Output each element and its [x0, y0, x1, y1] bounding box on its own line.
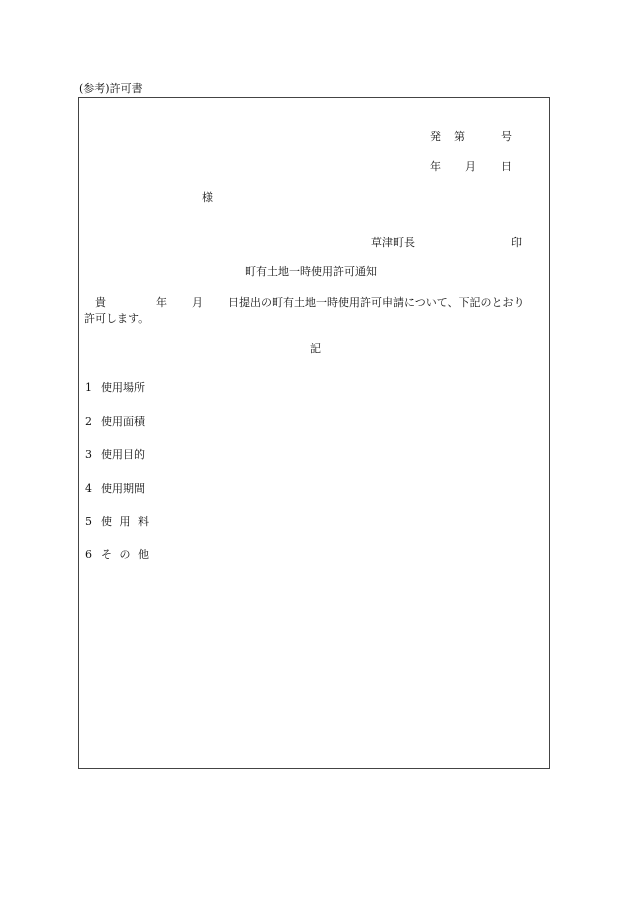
- item-number: 1: [85, 381, 92, 394]
- issuer-name: 草津町長: [371, 236, 415, 249]
- list-item: [85, 416, 145, 427]
- item-label: 使用期間: [101, 482, 145, 495]
- item-number: 5: [85, 515, 92, 528]
- date-year: 年: [430, 160, 441, 173]
- item-label: 使用目的: [101, 448, 145, 461]
- body-c2: 年: [156, 296, 167, 309]
- item-label: そ の 他: [101, 548, 151, 561]
- issue-prefix: 発: [430, 130, 441, 143]
- recipient-honorific: 様: [202, 191, 213, 204]
- list-item: [85, 382, 145, 393]
- issuer-seal: 印: [511, 236, 522, 249]
- body-c3: 月: [192, 296, 203, 309]
- list-item: [85, 449, 145, 460]
- list-item: [85, 516, 151, 527]
- item-number: 3: [85, 448, 92, 461]
- issue-dai: 第: [454, 130, 465, 143]
- item-label: 使 用 料: [101, 515, 151, 528]
- date-day: 日: [501, 160, 512, 173]
- list-item: [85, 549, 151, 560]
- item-number: 6: [85, 548, 92, 561]
- body-line2: 許可します。: [84, 312, 150, 325]
- item-label: 使用面積: [101, 415, 145, 428]
- body-c4: 日提出の町有土地一時使用許可申請について、下記のとおり: [228, 296, 525, 309]
- item-number: 4: [85, 482, 92, 495]
- item-number: 2: [85, 415, 92, 428]
- body-c1: 貴: [95, 296, 106, 309]
- date-month: 月: [465, 160, 476, 173]
- permit-frame: [78, 97, 550, 769]
- ki-heading: 記: [310, 342, 321, 355]
- list-item: [85, 483, 145, 494]
- document-label: (参考)許可書: [79, 82, 143, 95]
- item-label: 使用場所: [101, 381, 145, 394]
- document-title: 町有土地一時使用許可通知: [245, 265, 377, 278]
- issue-go: 号: [501, 130, 512, 143]
